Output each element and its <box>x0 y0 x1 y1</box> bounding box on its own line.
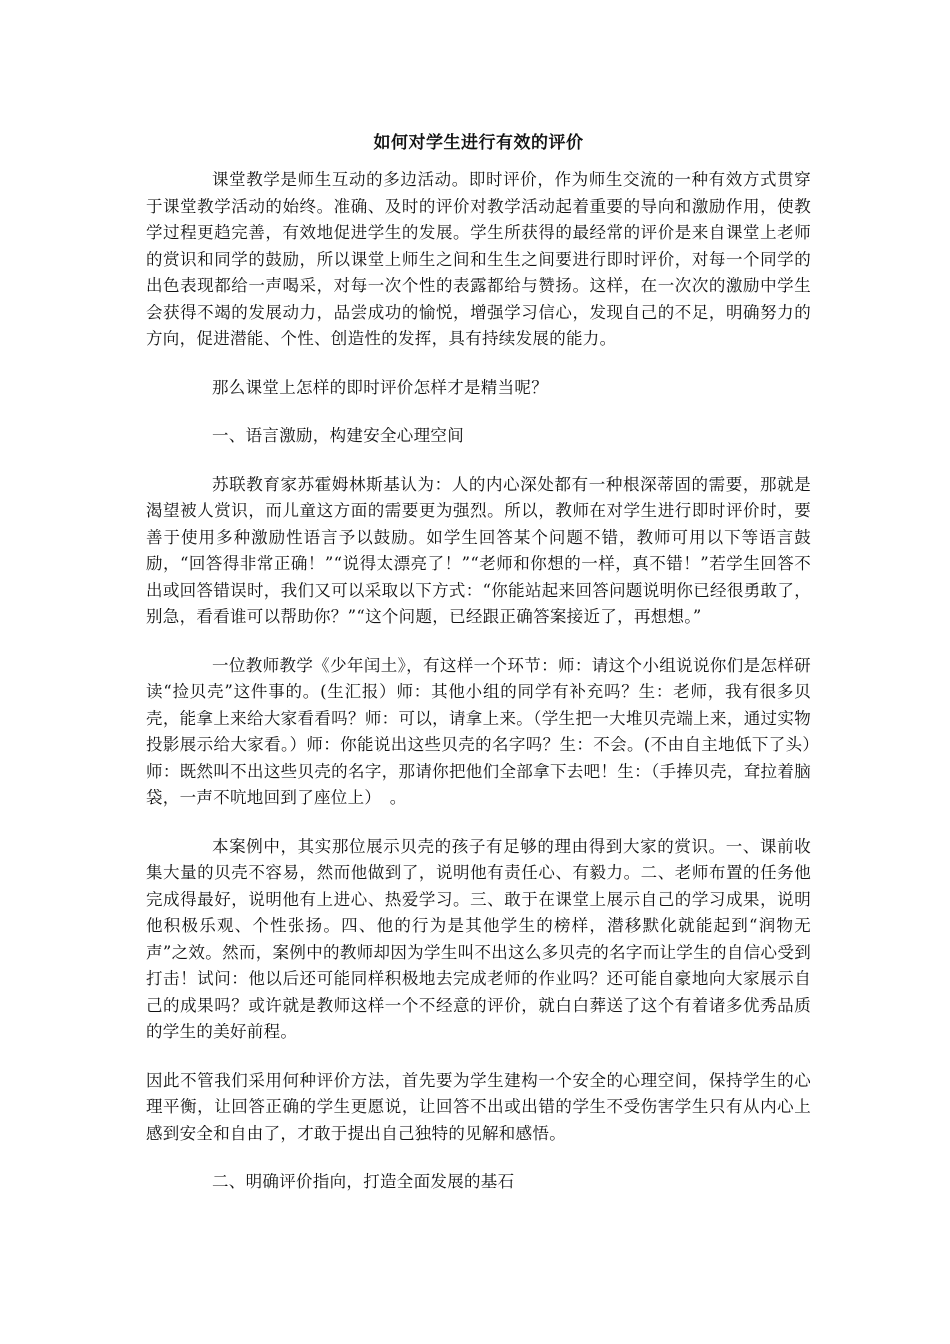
section-heading-1: 一、语言激励，构建安全心理空间 <box>212 426 464 445</box>
paragraph-intro: 课堂教学是师生互动的多边活动。即时评价，作为师生交流的一种有效方式贯穿于课堂教学活动的始终。准确、及时的评价对教学活动起着重要的导向和激励作用，使教学过程更趋完善，有效地促进学生的发展。学生所获得的最经常的评价是来自课堂上老师的赏识和同学的鼓励，所以课堂上师生之间和生生之间要进行即时评价，对每一个同学的出色表现都给一声喝采，对每一次个性的表露都给与赞扬。这样，在一次次的激励中学生会获得不竭的发展动力，品尝成功的愉悦，增强学习信心，发现自己的不足，明确努力的方向，促进潜能、个性、创造性的发挥，具有持续发展的能力。 <box>146 170 811 348</box>
paragraph-conclusion: 因此不管我们采用何种评价方法，首先要为学生建构一个安全的心理空间，保持学生的心理平衡，让回答正确的学生更愿说，让回答不出或出错的学生不受伤害学生只有从内心上感到安全和自由了，才敢于提出自己独特的见解和感悟。 <box>146 1070 811 1143</box>
paragraph-question: 那么课堂上怎样的即时评价怎样才是精当呢？ <box>212 377 548 397</box>
paragraph-sukhomlinsky: 苏联教育家苏霍姆林斯基认为：人的内心深处都有一种根深蒂固的需要，那就是渴望被人赏识，而儿童这方面的需要更为强烈。所以，教师在对学生进行即时评价时，要善于使用多种激励性语言予以鼓励。如学生回答某个问题不错，教师可用以下等语言鼓励，“回答得非常正确！”“说得太漂亮了！”“老师和你想的一样，真不错！”若学生回答不出或回答错误时，我们又可以采取以下方式：“你能站起来回答问题说明你已经很勇敢了，别急，看看谁可以帮助你？”“这个问题，已经跟正确答案接近了，再想想。” <box>146 474 811 626</box>
paragraph-analysis: 本案例中，其实那位展示贝壳的孩子有足够的理由得到大家的赏识。一、课前收集大量的贝壳不容易，然而他做到了，说明他有责任心、有毅力。二、老师布置的任务他完成得最好，说明他有上进心、热爱学习。三、敢于在课堂上展示自己的学习成果，说明他积极乐观、个性张扬。四、他的行为是其他学生的榜样，潜移默化就能起到“润物无声”之效。然而，案例中的教师却因为学生叫不出这么多贝壳的名字而让学生的自信心受到打击！试问：他以后还可能同样积极地去完成老师的作业吗？还可能自豪地向大家展示自己的成果吗？或许就是教师这样一个不经意的评价，就白白葬送了这个有着诸多优秀品质的学生的美好前程。 <box>146 836 811 1041</box>
document-page <box>146 128 811 1196</box>
paragraph-case-study: 一位教师教学《少年闰土》，有这样一个环节：师：请这个小组说说你们是怎样研读“捡贝壳”这件事的。(生汇报）师：其他小组的同学有补充吗？生：老师，我有很多贝壳，能拿上来给大家看看吗？师：可以，请拿上来。（学生把一大堆贝壳端上来，通过实物投影展示给大家看。）师：你能说出这些贝壳的名字吗？生：不会。(不由自主地低下了头）师：既然叫不出这些贝壳的名字，那请你把他们全部拿下去吧！生：（手捧贝壳，耷拉着脑袋，一声不吭地回到了座位上） 。 <box>146 655 811 807</box>
document-title: 如何对学生进行有效的评价 <box>373 133 584 153</box>
section-heading-2: 二、明确评价指向，打造全面发展的基石 <box>212 1172 515 1191</box>
